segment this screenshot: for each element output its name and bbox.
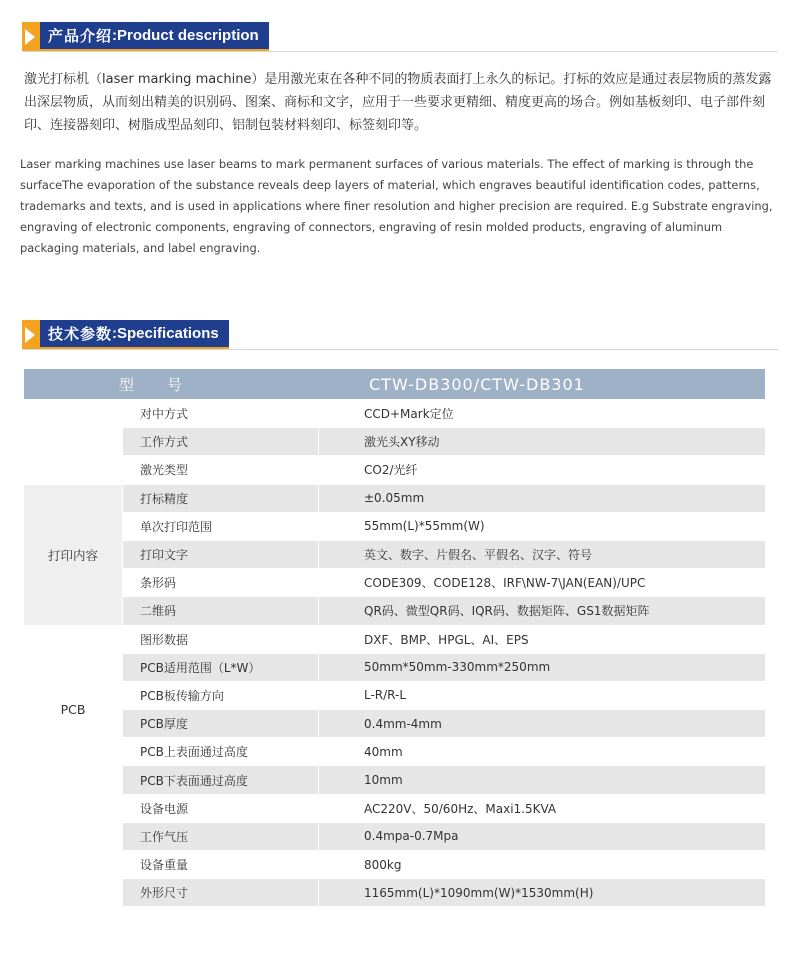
row-value: 激光头XY移动	[319, 428, 765, 456]
table-row	[24, 879, 765, 907]
table-row	[24, 485, 765, 513]
row-label: 打标精度	[123, 485, 318, 513]
row-value: 40mm	[319, 738, 765, 766]
row-label: PCB板传输方向	[123, 682, 318, 710]
table-row	[24, 738, 765, 766]
row-label: PCB下表面通过高度	[123, 766, 318, 794]
row-value: 50mm*50mm-330mm*250mm	[319, 654, 765, 682]
row-value: AC220V、50/60Hz、Maxi1.5KVA	[319, 795, 765, 823]
section-title	[40, 22, 269, 52]
table-row	[24, 823, 765, 851]
row-label: PCB适用范围（L*W）	[123, 654, 318, 682]
divider	[22, 51, 778, 52]
row-value: DXF、BMP、HPGL、AI、EPS	[319, 626, 765, 654]
row-label: 设备电源	[123, 795, 318, 823]
row-value: 1165mm(L)*1090mm(W)*1530mm(H)	[319, 879, 765, 907]
table-row	[24, 597, 765, 625]
row-label: PCB厚度	[123, 710, 318, 738]
row-label: 条形码	[123, 569, 318, 597]
table-row	[24, 400, 765, 428]
table-header-row	[24, 369, 765, 400]
table-row	[24, 569, 765, 597]
header-model-value: CTW-DB300/CTW-DB301	[319, 369, 765, 400]
row-value: 英文、数字、片假名、平假名、汉字、符号	[319, 541, 765, 569]
row-label: 打印文字	[123, 541, 318, 569]
section-title-en: :Product description	[112, 27, 259, 44]
section-header-specifications	[22, 320, 229, 350]
row-value: CODE309、CODE128、IRF\NW-7\JAN(EAN)/UPC	[319, 569, 765, 597]
table-row	[24, 513, 765, 541]
row-value: 800kg	[319, 851, 765, 879]
section-title-en: :Specifications	[112, 325, 219, 342]
group-label-pcb: PCB	[24, 626, 123, 795]
row-value: CO2/光纤	[319, 456, 765, 484]
section-title-zh: 产品介绍	[48, 28, 113, 45]
section-title-zh: 技术参数	[48, 326, 113, 343]
divider	[22, 349, 778, 350]
intro-text-en: Laser marking machines use laser beams to mark permanent surfaces of various materials. The effect of marking is through the surfaceThe evaporation of the substance reveals deep layers of material, which engraves beautiful identification codes, patterns, trademarks and texts, and is used in applications where finer resolution and higher precision are required. E.g Substrate engraving, engraving of electronic components, engraving of connectors, engraving of resin molded products, engraving of aluminum packaging materials, and label engraving.	[20, 157, 773, 255]
row-value: ±0.05mm	[319, 485, 765, 513]
row-label: 图形数据	[123, 626, 318, 654]
table-row	[24, 541, 765, 569]
row-label: 设备重量	[123, 851, 318, 879]
header-model-label: 型 号	[24, 369, 318, 400]
arrow-right-icon	[22, 22, 40, 52]
table-row	[24, 682, 765, 710]
row-label: PCB上表面通过高度	[123, 738, 318, 766]
row-value: 0.4mm-4mm	[319, 710, 765, 738]
group-label-print: 打印内容	[24, 485, 123, 626]
row-label: 激光类型	[123, 456, 318, 484]
table-row	[24, 456, 765, 484]
table-row	[24, 710, 765, 738]
table-row	[24, 428, 765, 456]
row-label: 工作气压	[123, 823, 318, 851]
row-value: 55mm(L)*55mm(W)	[319, 513, 765, 541]
spec-table	[24, 369, 765, 907]
table-row	[24, 795, 765, 823]
row-label: 外形尺寸	[123, 879, 318, 907]
section-header-product-description	[22, 22, 269, 52]
row-label: 工作方式	[123, 428, 318, 456]
row-value: QR码、微型QR码、IQR码、数据矩阵、GS1数据矩阵	[319, 597, 765, 625]
row-value: CCD+Mark定位	[319, 400, 765, 428]
arrow-right-icon	[22, 320, 40, 350]
section-title	[40, 320, 229, 350]
row-label: 二维码	[123, 597, 318, 625]
row-label: 单次打印范围	[123, 513, 318, 541]
table-row	[24, 766, 765, 794]
table-row	[24, 851, 765, 879]
row-value: 10mm	[319, 766, 765, 794]
row-value: L-R/R-L	[319, 682, 765, 710]
intro-text-zh: 激光打标机（laser marking machine）是用激光束在各种不同的物质表面打上永久的标记。打标的效应是通过表层物质的蒸发露出深层物质，从而刻出精美的识别码、图案、商标和文字，应用于一些要求更精细、精度更高的场合。例如基板刻印、电子部件刻印、连接器刻印、树脂成型品刻印、铝制包装材料刻印、标签刻印等。	[24, 72, 772, 133]
row-label: 对中方式	[123, 400, 318, 428]
table-row	[24, 626, 765, 654]
table-row	[24, 654, 765, 682]
row-value: 0.4mpa-0.7Mpa	[319, 823, 765, 851]
